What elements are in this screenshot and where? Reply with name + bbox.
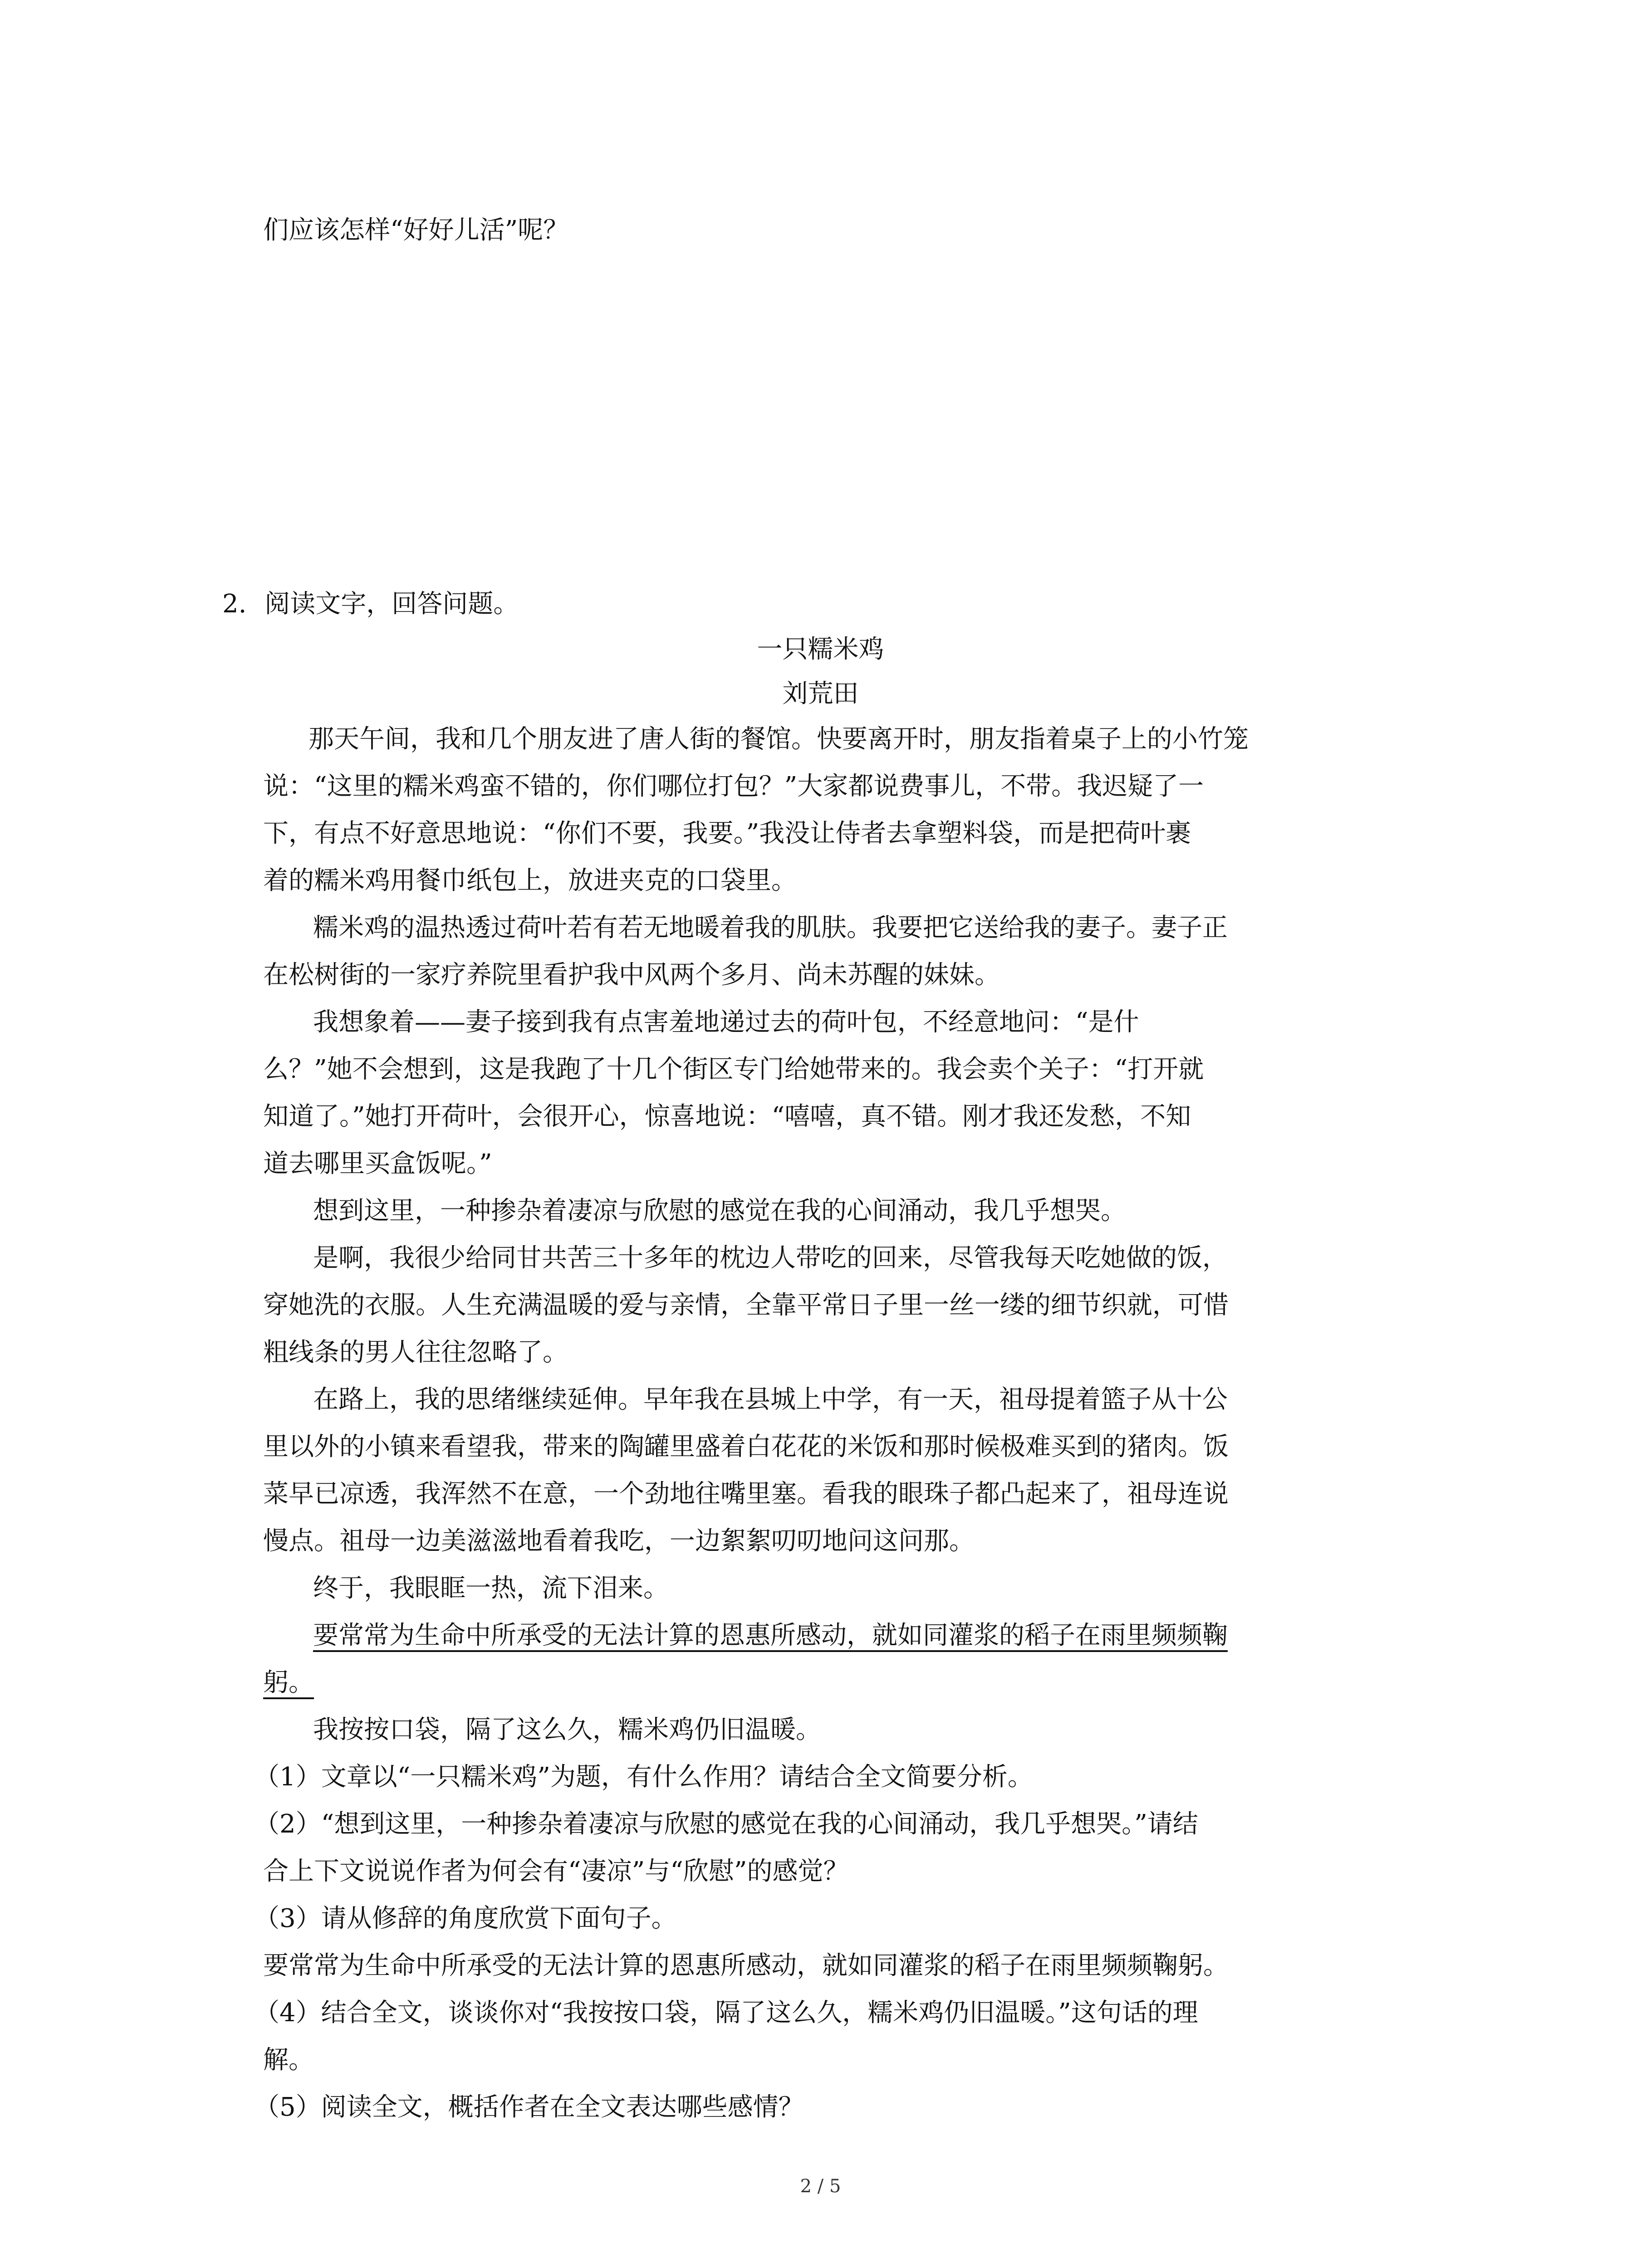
underlined-sentence-line: 躬。 [263, 1668, 314, 1697]
article-title: 一只糯米鸡 [757, 635, 884, 664]
sub-question-line: （2）“想到这里，一种掺杂着凄凉与欣慰的感觉在我的心间涌动，我几乎想哭。”请结 [254, 1809, 1198, 1839]
article-line: 下，有点不好意思地说：“你们不要，我要。”我没让侍者去拿塑料袋，而是把荷叶裹 [263, 819, 1191, 848]
intro-line: 们应该怎样“好好儿活”呢？ [263, 215, 569, 245]
article-line: 在松树街的一家疗养院里看护我中风两个多月、尚未苏醒的妹妹。 [263, 960, 1000, 990]
article-line: 终于，我眼眶一热，流下泪来。 [313, 1574, 669, 1603]
article-line: 是啊，我很少给同甘共苦三十多年的枕边人带吃的回来，尽管我每天吃她做的饭， [313, 1243, 1228, 1273]
sub-question-line: （4）结合全文，谈谈你对“我按按口袋，隔了这么久，糯米鸡仍旧温暖。”这句话的理 [254, 1998, 1198, 2028]
article-line: 么？”她不会想到，这是我跑了十几个街区专门给她带来的。我会卖个关子：“打开就 [263, 1055, 1204, 1084]
article-line: 知道了。”她打开荷叶，会很开心，惊喜地说：“嘻嘻，真不错。刚才我还发愁，不知 [263, 1102, 1191, 1131]
article-line: 说：“这里的糯米鸡蛮不错的，你们哪位打包？”大家都说费事儿，不带。我迟疑了一 [263, 772, 1204, 801]
article-line: 在路上，我的思绪继续延伸。早年我在县城上中学，有一天，祖母提着篮子从十公 [313, 1385, 1228, 1414]
sub-question-line: （1）文章以“一只糯米鸡”为题，有什么作用？请结合全文简要分析。 [254, 1762, 1033, 1792]
article-line: 我想象着——妻子接到我有点害羞地递过去的荷叶包，不经意地问：“是什 [313, 1007, 1139, 1037]
article-line: 粗线条的男人往往忽略了。 [263, 1338, 568, 1367]
article-line: 穿她洗的衣服。人生充满温暖的爱与亲情，全靠平常日子里一丝一缕的细节织就，可惜 [263, 1290, 1229, 1320]
article-line: 想到这里，一种掺杂着凄凉与欣慰的感觉在我的心间涌动，我几乎想哭。 [313, 1196, 1126, 1226]
article-line: 着的糯米鸡用餐巾纸包上，放进夹克的口袋里。 [263, 866, 797, 895]
sub-question-line: 合上下文说说作者为何会有“凄凉”与“欣慰”的感觉？ [263, 1857, 849, 1886]
sub-question-line: 解。 [263, 2045, 314, 2075]
question-header [222, 586, 519, 622]
article-line: 糯米鸡的温热透过荷叶若有若无地暖着我的肌肤。我要把它送给我的妻子。妻子正 [313, 913, 1228, 943]
article-author: 刘荒田 [782, 679, 859, 709]
article-line: 道去哪里买盒饭呢。” [263, 1149, 492, 1178]
question-number: 2. [222, 589, 247, 619]
article-line: 菜早已凉透，我浑然不在意，一个劲地往嘴里塞。看我的眼珠子都凸起来了，祖母连说 [263, 1479, 1229, 1509]
article-line: 我按按口袋，隔了这么久，糯米鸡仍旧温暖。 [313, 1715, 821, 1745]
article-line: 那天午间，我和几个朋友进了唐人街的餐馆。快要离开时，朋友指着桌子上的小竹笼 [309, 724, 1249, 754]
sub-question-line: 要常常为生命中所承受的无法计算的恩惠所感动，就如同灌浆的稻子在雨里频频鞠躬。 [263, 1951, 1229, 1980]
question-prompt: 阅读文字，回答问题。 [265, 589, 519, 619]
article-line: 里以外的小镇来看望我，带来的陶罐里盛着白花花的米饭和那时候极难买到的猪肉。饭 [263, 1432, 1229, 1461]
sub-question-line: （3）请从修辞的角度欣赏下面句子。 [254, 1904, 677, 1933]
page-number: 2 / 5 [800, 2176, 841, 2197]
underlined-sentence-line: 要常常为生命中所承受的无法计算的恩惠所感动，就如同灌浆的稻子在雨里频频鞠 [313, 1621, 1228, 1650]
sub-question-line: （5）阅读全文，概括作者在全文表达哪些感情？ [254, 2092, 804, 2122]
article-line: 慢点。祖母一边美滋滋地看着我吃，一边絮絮叨叨地问这问那。 [263, 1526, 975, 1556]
